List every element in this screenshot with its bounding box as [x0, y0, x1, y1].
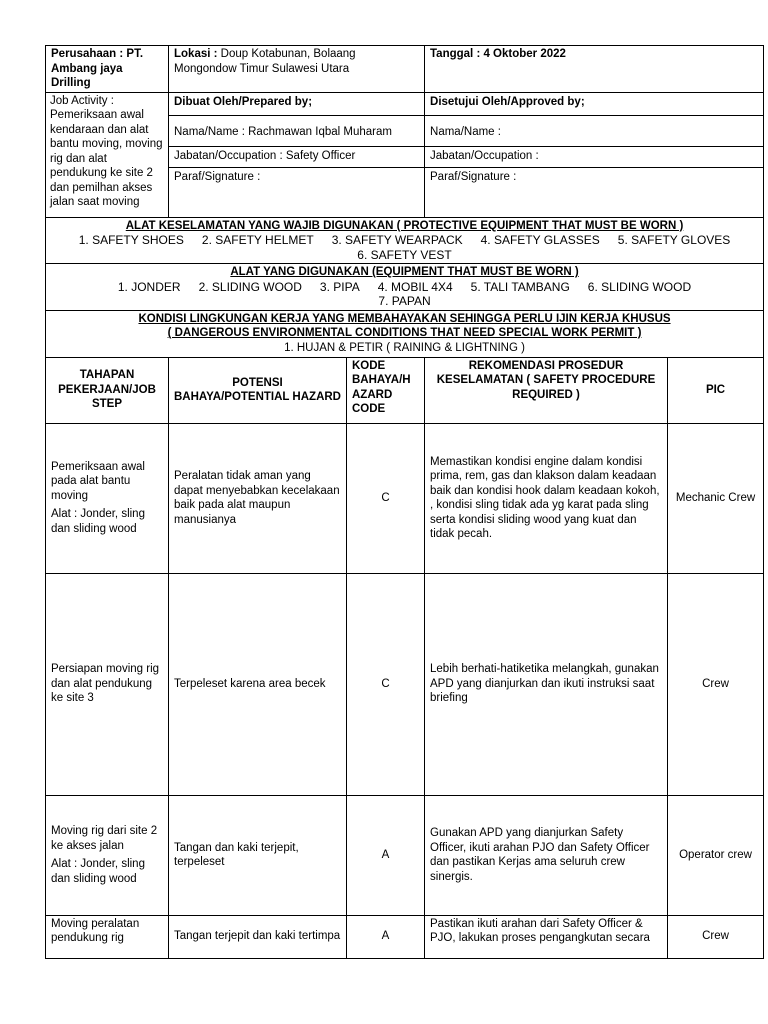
- step-tools: Alat : Jonder, sling dan sliding wood: [51, 508, 145, 535]
- step-text: Moving peralatan pendukung rig: [51, 917, 140, 944]
- pic-cell: Operator crew: [668, 795, 764, 915]
- protective-list: [51, 233, 758, 248]
- step-cell: [46, 573, 169, 795]
- hazard-cell: Terpeleset karena area becek: [169, 573, 347, 795]
- step-cell: [46, 795, 169, 915]
- table-row: [46, 795, 764, 915]
- equipment-item: 1. JONDER: [117, 279, 181, 294]
- col-header-pic: PIC: [668, 357, 764, 423]
- prepared-occupation: Jabatan/Occupation : Safety Officer: [169, 147, 424, 168]
- protective-item: 1. SAFETY SHOES: [78, 233, 184, 247]
- location-cell: [169, 46, 425, 93]
- equipment-list: [51, 280, 758, 295]
- protective-item: 5. SAFETY GLOVES: [617, 233, 731, 247]
- procedure-cell: Gunakan APD yang dianjurkan Safety Officer, ikuti arahan PJO dan Safety Officer dan pastikan Kerjas ama seluruh crew sinergis.: [425, 795, 668, 915]
- job-activity-cell: [46, 92, 169, 217]
- date-text: Tanggal : 4 Oktober 2022: [430, 48, 566, 60]
- step-cell: [46, 915, 169, 958]
- step-cell: [46, 423, 169, 573]
- date-cell: [425, 46, 764, 93]
- prepared-by-cell: [169, 92, 425, 217]
- equipment-section: [46, 264, 764, 311]
- equipment-title: ALAT YANG DIGUNAKAN (EQUIPMENT THAT MUST BE WORN ): [230, 266, 579, 278]
- code-cell: A: [347, 795, 425, 915]
- hazard-cell: Tangan terjepit dan kaki tertimpa: [169, 915, 347, 958]
- job-activity-label: Job Activity :: [50, 94, 114, 107]
- approved-signature: Paraf/Signature :: [430, 170, 517, 183]
- step-text: Persiapan moving rig dan alat pendukung ke site 3: [51, 663, 160, 705]
- pic-cell: Crew: [668, 573, 764, 795]
- prepared-by-label: Dibuat Oleh/Prepared by;: [169, 93, 424, 116]
- col-header-procedure: REKOMENDASI PROSEDUR KESELAMATAN ( SAFETY PROCEDURE REQUIRED ): [425, 357, 668, 423]
- protective-item: 4. SAFETY GLASSES: [480, 233, 600, 247]
- equipment-item: 2. SLIDING WOOD: [198, 279, 302, 294]
- code-cell: C: [347, 423, 425, 573]
- protective-item-last: 6. SAFETY VEST: [357, 247, 452, 262]
- job-activity-text: Pemeriksaan awal kendaraan dan alat bantu moving, moving rig dan alat pendukung ke site 2 dan pemilhan akses jalan saat moving: [50, 109, 163, 208]
- step-tools: Alat : Jonder, sling dan sliding wood: [51, 858, 145, 885]
- procedure-cell: Memastikan kondisi engine dalam kondisi prima, rem, gas dan klakson dalam keadaan baik dan kondisi hook dalam keadaan kokoh, , kondisi sling tidak ada yg karat pada sling serta kondisi sliding wood yang kuat dan tidak pecah.: [425, 423, 668, 573]
- approved-by-label: Disetujui Oleh/Approved by;: [425, 93, 763, 116]
- hazard-cell: Tangan dan kaki terjepit, terpeleset: [169, 795, 347, 915]
- pic-cell: Crew: [668, 915, 764, 958]
- jsa-form-table: [45, 45, 764, 959]
- approved-by-cell: [425, 92, 764, 217]
- procedure-cell: Lebih berhati-hatiketika melangkah, gunakan APD yang dianjurkan dan ikuti instruksi saat briefing: [425, 573, 668, 795]
- approved-name: Nama/Name :: [425, 116, 763, 147]
- col-header-hazard: POTENSI BAHAYA/POTENTIAL HAZARD: [169, 357, 347, 423]
- protective-title: ALAT KESELAMATAN YANG WAJIB DIGUNAKAN ( PROTECTIVE EQUIPMENT THAT MUST BE WORN ): [125, 219, 684, 232]
- protective-equipment-section: [46, 217, 764, 264]
- company-name: Ambang jaya Drilling: [51, 62, 123, 89]
- protective-item: 2. SAFETY HELMET: [201, 233, 314, 247]
- conditions-section: [46, 310, 764, 357]
- location-value: Doup Kotabunan, Bolaang Mongondow Timur Sulawesi Utara: [174, 48, 356, 75]
- table-row: [46, 573, 764, 795]
- col-header-code: KODE BAHAYA/H AZARD CODE: [347, 357, 425, 423]
- equipment-item: 6. SLIDING WOOD: [587, 279, 692, 294]
- table-row: [46, 423, 764, 573]
- equipment-item: 5. TALI TAMBANG: [470, 279, 570, 294]
- conditions-item: 1. HUJAN & PETIR ( RAINING & LIGHTNING ): [284, 341, 525, 354]
- approved-occupation: Jabatan/Occupation :: [425, 147, 763, 168]
- conditions-title-2: ( DANGEROUS ENVIRONMENTAL CONDITIONS THAT NEED SPECIAL WORK PERMIT ): [167, 327, 642, 340]
- prepared-name: Nama/Name : Rachmawan Iqbal Muharam: [169, 116, 424, 147]
- step-text: Moving rig dari site 2 ke akses jalan: [51, 825, 158, 852]
- company-label: Perusahaan : PT.: [51, 48, 144, 60]
- conditions-title-1: KONDISI LINGKUNGAN KERJA YANG MEMBAHAYAKAN SEHINGGA PERLU IJIN KERJA KHUSUS: [138, 312, 671, 325]
- step-text: Pemeriksaan awal pada alat bantu moving: [51, 460, 145, 502]
- equipment-item: 4. MOBIL 4X4: [377, 279, 453, 294]
- equipment-item-last: 7. PAPAN: [378, 294, 431, 308]
- hazard-cell: Peralatan tidak aman yang dapat menyebabkan kecelakaan baik pada alat maupun manusianya: [169, 423, 347, 573]
- col-header-step: TAHAPAN PEKERJAAN/JOB STEP: [46, 357, 169, 423]
- prepared-signature: Paraf/Signature :: [174, 170, 261, 183]
- location-label: Lokasi :: [174, 48, 218, 60]
- table-row: [46, 915, 764, 958]
- pic-cell: Mechanic Crew: [668, 423, 764, 573]
- procedure-cell: Pastikan ikuti arahan dari Safety Officer & PJO, lakukan proses pengangkutan secara: [425, 915, 668, 958]
- protective-item: 3. SAFETY WEARPACK: [331, 233, 463, 247]
- code-cell: C: [347, 573, 425, 795]
- company-cell: [46, 46, 169, 93]
- code-cell: A: [347, 915, 425, 958]
- equipment-item: 3. PIPA: [319, 279, 360, 294]
